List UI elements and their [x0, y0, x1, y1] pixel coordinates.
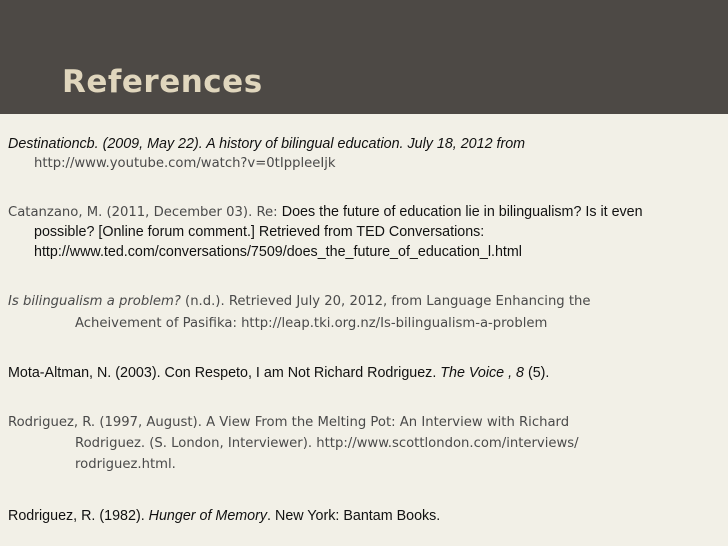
reference-title: Does the future of education lie in bilingualism? Is it even	[281, 204, 643, 220]
title-bar	[0, 0, 728, 114]
reference-line[interactable]: Rodriguez. (S. London, Interviewer). http://www.scottlondon.com/interviews/	[75, 436, 579, 451]
reference-url[interactable]: http://www.ted.com/conversations/7509/does_the_future_of_education_l.html	[34, 244, 522, 260]
reference-line[interactable]: Acheivement of Pasifika: http://leap.tki.org.nz/Is-bilingualism-a-problem	[75, 316, 548, 331]
reference-title: Hunger of Memory	[148, 508, 268, 524]
reference-title: Is bilingualism a problem?	[8, 294, 181, 309]
reference-author: Mota-Altman, N. (2003). Con Respeto, I am Not Richard Rodriguez.	[8, 365, 441, 381]
reference-line	[8, 506, 440, 526]
references-list	[0, 114, 728, 546]
reference-re: Re:	[256, 205, 282, 220]
reference-text: (n.d.). Retrieved July 20, 2012, from Language Enhancing the	[180, 294, 591, 309]
reference-line: possible? [Online forum comment.] Retrieved from TED Conversations:	[34, 224, 485, 240]
slide-title: References	[62, 64, 263, 100]
reference-line	[8, 292, 591, 312]
reference-author: Rodriguez, R. (1982).	[8, 508, 149, 524]
reference-line	[8, 202, 643, 223]
reference-line: Rodriguez, R. (1997, August). A View From the Melting Pot: An Interview with Richard	[8, 415, 570, 430]
reference-line[interactable]: rodriguez.html.	[75, 457, 176, 472]
reference-title: The Voice , 8	[440, 365, 524, 381]
reference-text: . New York: Bantam Books.	[267, 508, 441, 524]
reference-line	[8, 363, 549, 383]
reference-url[interactable]: http://www.youtube.com/watch?v=0tIppleeIjk	[34, 156, 336, 171]
reference-author: Catanzano, M. (2011, December 03).	[8, 205, 257, 220]
reference-text: (5).	[523, 365, 550, 381]
reference-line: Destinationcb. (2009, May 22). A history of bilingual education. July 18, 2012 from	[8, 136, 526, 152]
